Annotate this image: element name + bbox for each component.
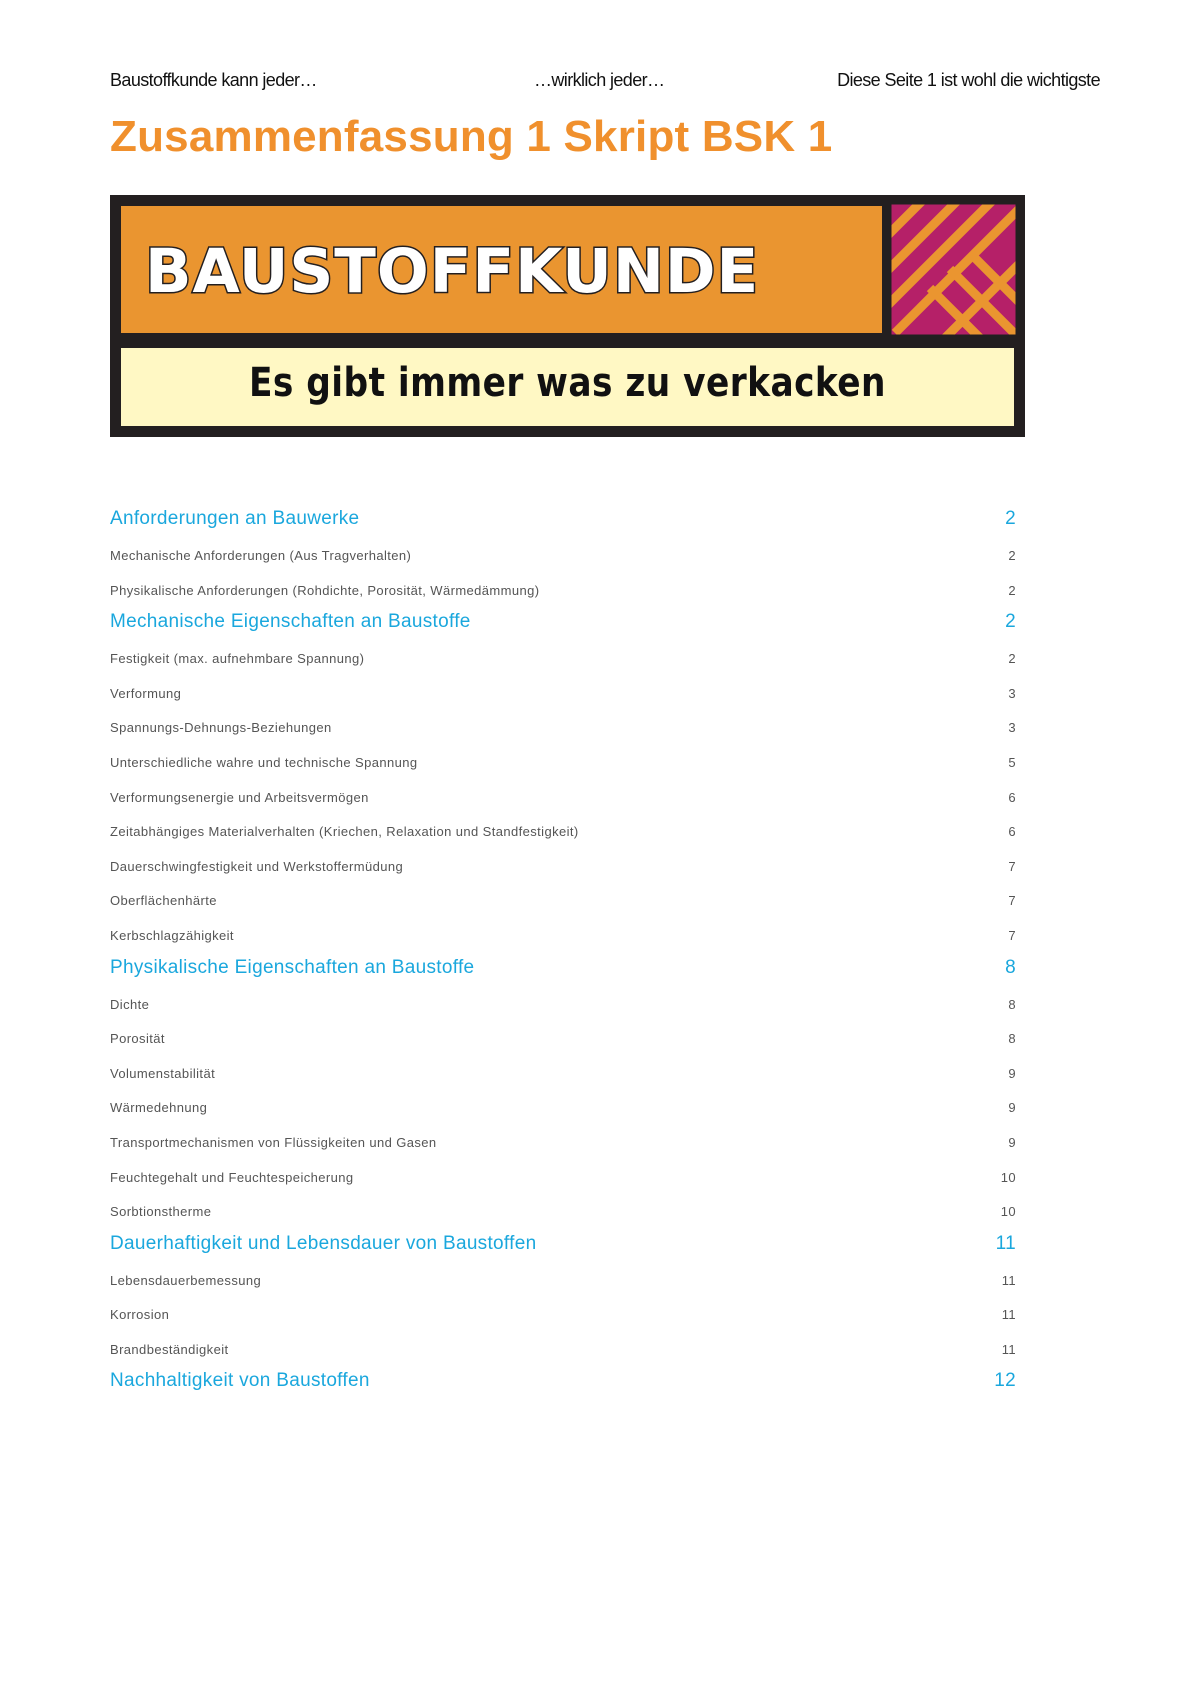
toc-entry-page-number: 2 (1008, 548, 1016, 563)
toc-entry-page-number: 12 (994, 1370, 1016, 1392)
banner-title-panel (118, 203, 885, 336)
header-center-text: …wirklich jeder… (534, 70, 665, 90)
toc-entry-title: Transportmechanismen von Flüssigkeiten und Gasen (110, 1134, 437, 1150)
toc-entry-page-number: 5 (1008, 754, 1016, 770)
toc-entry-title: Unterschiedliche wahre und technische Spannung (110, 754, 418, 770)
toc-entry-title: Korrosion (110, 1307, 170, 1323)
toc-entry-page-number: 9 (1008, 1134, 1016, 1150)
toc-entry-page-number: 7 (1008, 927, 1016, 943)
toc-subsection-link[interactable] (110, 542, 1016, 577)
toc-entry-title: Porosität (110, 1031, 165, 1047)
banner-title-text: BAUSTOFFKUNDE (145, 236, 760, 307)
toc-entry-page-number: 11 (1001, 1307, 1016, 1323)
toc-entry-title: Festigkeit (max. aufnehmbare Spannung) (110, 651, 365, 667)
toc-subsection-link[interactable] (110, 1198, 1016, 1233)
header-left-text: Baustoffkunde kann jeder… (110, 70, 317, 90)
toc-subsection-link[interactable] (110, 645, 1016, 680)
toc-subsection-link[interactable] (110, 784, 1016, 819)
toc-entry-title: Sorbtionstherme (110, 1204, 212, 1220)
toc-entry-title: Dauerhaftigkeit und Lebensdauer von Baustoffen (110, 1232, 537, 1254)
toc-entry-page-number: 10 (1000, 1204, 1016, 1220)
toc-entry-page-number: 9 (1008, 1100, 1016, 1116)
toc-entry-title: Anforderungen an Bauwerke (110, 508, 360, 529)
toc-section-link[interactable] (110, 1370, 1016, 1404)
baustoffkunde-banner (110, 195, 1025, 437)
toc-section-link[interactable] (110, 957, 1016, 991)
toc-entry-title: Lebensdauerbemessung (110, 1272, 262, 1288)
banner-slogan-panel (118, 345, 1017, 429)
toc-entry-title: Dichte (110, 996, 150, 1012)
toc-section-link[interactable] (110, 1233, 1016, 1267)
striped-logo-graphic (890, 203, 1017, 336)
toc-entry-title: Wärmedehnung (110, 1100, 208, 1116)
toc-entry-title: Verformung (110, 685, 182, 701)
toc-entry-title: Physikalische Anforderungen (Rohdichte, Porosität, Wärmedämmung) (110, 582, 540, 598)
toc-entry-page-number: 11 (1001, 1272, 1016, 1288)
toc-entry-page-number: 10 (1000, 1169, 1016, 1185)
toc-entry-page-number: 6 (1008, 789, 1016, 805)
toc-entry-title: Feuchtegehalt und Feuchtespeicherung (110, 1169, 354, 1185)
toc-entry-title: Spannungs-Dehnungs-Beziehungen (110, 720, 332, 736)
header-right-text: Diese Seite 1 ist wohl die wichtigste (837, 70, 1100, 90)
toc-entry-page-number: 6 (1008, 824, 1016, 840)
toc-entry-page-number: 3 (1008, 720, 1016, 736)
toc-entry-page-number: 7 (1008, 858, 1016, 874)
toc-entry-page-number: 2 (1008, 651, 1016, 667)
toc-entry-title: Physikalische Eigenschaften an Baustoffe (110, 956, 475, 978)
toc-entry-page-number: 2 (1005, 508, 1016, 529)
document-title: Zusammenfassung 1 Skript BSK 1 (110, 112, 833, 161)
toc-entry-title: Zeitabhängiges Materialverhalten (Kriechen, Relaxation und Standfestigkeit) (110, 824, 579, 840)
toc-entry-title: Oberflächenhärte (110, 893, 217, 909)
toc-entry-title: Mechanische Eigenschaften an Baustoffe (110, 611, 471, 633)
striped-logo-icon (890, 203, 1017, 336)
toc-subsection-link[interactable] (110, 1301, 1016, 1336)
toc-entry-page-number: 2 (1008, 582, 1016, 598)
toc-entry-page-number: 8 (1008, 1031, 1016, 1047)
toc-entry-page-number: 8 (1005, 956, 1016, 978)
toc-subsection-link[interactable] (110, 887, 1016, 922)
toc-entry-page-number: 9 (1008, 1065, 1016, 1081)
toc-subsection-link[interactable] (110, 1164, 1016, 1199)
page-header (110, 70, 1100, 98)
toc-entry-title: Kerbschlagzähigkeit (110, 927, 234, 943)
toc-entry-title: Brandbeständigkeit (110, 1341, 229, 1357)
toc-entry-title: Nachhaltigkeit von Baustoffen (110, 1370, 370, 1392)
toc-subsection-link[interactable] (110, 853, 1016, 888)
toc-subsection-link[interactable] (110, 1060, 1016, 1095)
toc-subsection-link[interactable] (110, 922, 1016, 957)
toc-entry-title: Dauerschwingfestigkeit und Werkstoffermüdung (110, 858, 404, 874)
banner-slogan-text: Es gibt immer was zu verkacken (249, 360, 886, 406)
toc-entry-page-number: 8 (1008, 996, 1016, 1012)
toc-subsection-link[interactable] (110, 577, 1016, 612)
toc-subsection-link[interactable] (110, 1267, 1016, 1302)
toc-subsection-link[interactable] (110, 1336, 1016, 1371)
toc-subsection-link[interactable] (110, 1025, 1016, 1060)
toc-subsection-link[interactable] (110, 1129, 1016, 1164)
toc-entry-page-number: 3 (1008, 685, 1016, 701)
toc-entry-title: Volumenstabilität (110, 1065, 216, 1081)
toc-subsection-link[interactable] (110, 749, 1016, 784)
toc-subsection-link[interactable] (110, 991, 1016, 1026)
toc-subsection-link[interactable] (110, 714, 1016, 749)
toc-section-link[interactable] (110, 611, 1016, 645)
toc-entry-page-number: 2 (1005, 611, 1016, 633)
table-of-contents (110, 508, 1016, 1404)
toc-subsection-link[interactable] (110, 818, 1016, 853)
toc-entry-page-number: 11 (995, 1232, 1016, 1254)
toc-subsection-link[interactable] (110, 1094, 1016, 1129)
toc-entry-title: Mechanische Anforderungen (Aus Tragverhalten) (110, 548, 412, 563)
toc-entry-page-number: 11 (1001, 1341, 1016, 1357)
toc-entry-title: Verformungsenergie und Arbeitsvermögen (110, 789, 369, 805)
toc-entry-page-number: 7 (1008, 893, 1016, 909)
toc-subsection-link[interactable] (110, 680, 1016, 715)
toc-section-link[interactable] (110, 508, 1016, 542)
